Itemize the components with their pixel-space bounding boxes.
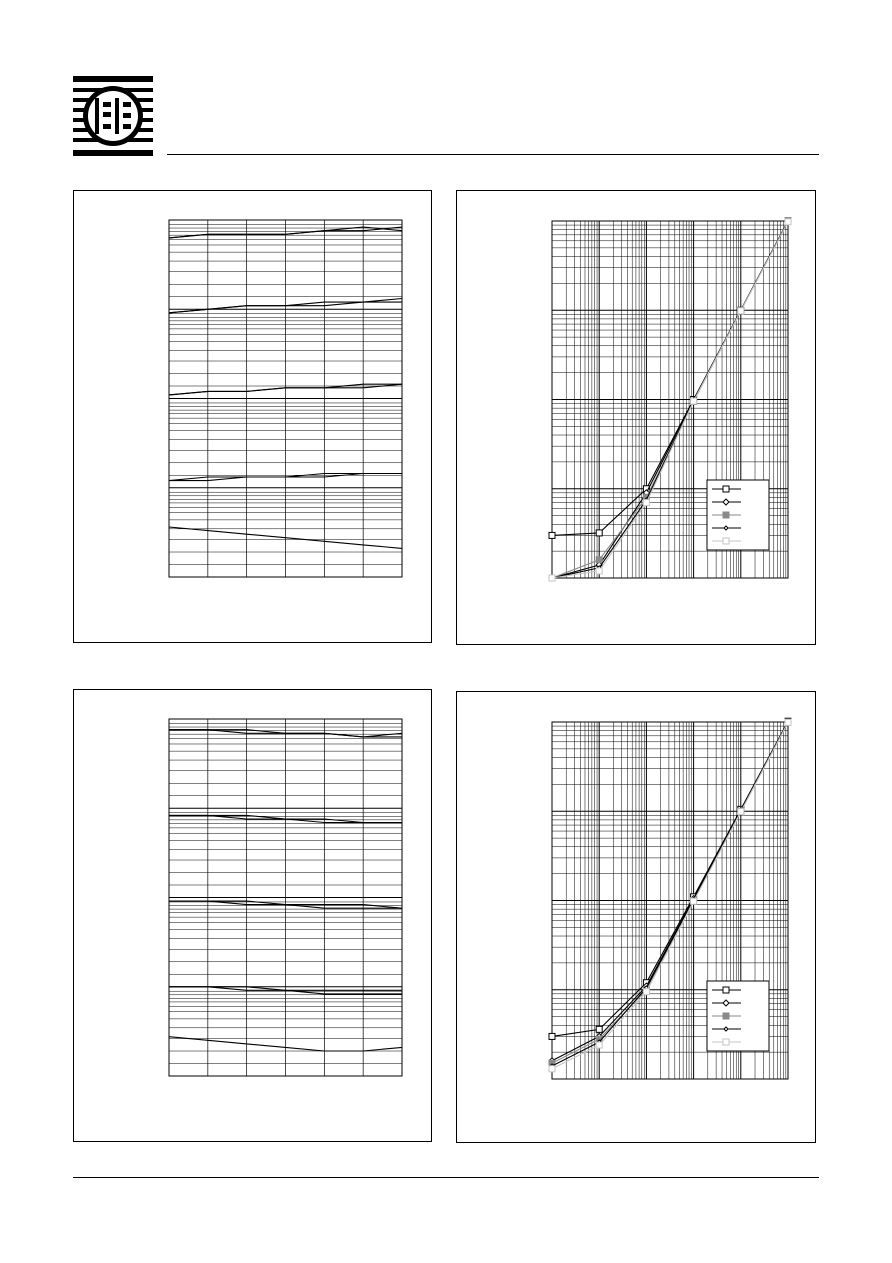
data-point bbox=[643, 500, 649, 506]
chart-panel-2 bbox=[456, 190, 816, 645]
data-point bbox=[549, 532, 555, 538]
header-rule bbox=[167, 154, 819, 155]
data-point bbox=[691, 898, 697, 904]
legend-marker bbox=[723, 486, 729, 492]
legend-marker bbox=[723, 512, 729, 518]
legend-marker bbox=[723, 1013, 729, 1019]
legend-marker bbox=[723, 1039, 729, 1045]
line-chart-1 bbox=[74, 191, 431, 642]
legend-marker bbox=[723, 538, 729, 544]
chart-panel-1 bbox=[73, 190, 432, 643]
data-point bbox=[738, 308, 744, 314]
chart-panel-4 bbox=[456, 691, 816, 1143]
data-point bbox=[596, 1042, 602, 1048]
data-point bbox=[549, 1066, 555, 1072]
line-chart-2 bbox=[74, 690, 431, 1141]
data-point bbox=[596, 530, 602, 536]
data-point bbox=[785, 719, 791, 725]
legend-marker bbox=[723, 987, 729, 993]
data-point bbox=[596, 557, 602, 563]
data-point bbox=[549, 1033, 555, 1039]
data-point bbox=[738, 809, 744, 815]
data-point bbox=[785, 219, 791, 225]
loglog-chart-1 bbox=[457, 191, 815, 644]
data-point bbox=[549, 575, 555, 581]
data-point bbox=[596, 1026, 602, 1032]
company-logo bbox=[73, 76, 153, 156]
data-point bbox=[643, 989, 649, 995]
company-logo-icon bbox=[73, 76, 153, 156]
loglog-chart-2 bbox=[457, 692, 815, 1142]
data-point bbox=[596, 568, 602, 574]
footer-rule bbox=[73, 1177, 819, 1178]
data-point bbox=[691, 398, 697, 404]
chart-panel-3 bbox=[73, 689, 432, 1142]
